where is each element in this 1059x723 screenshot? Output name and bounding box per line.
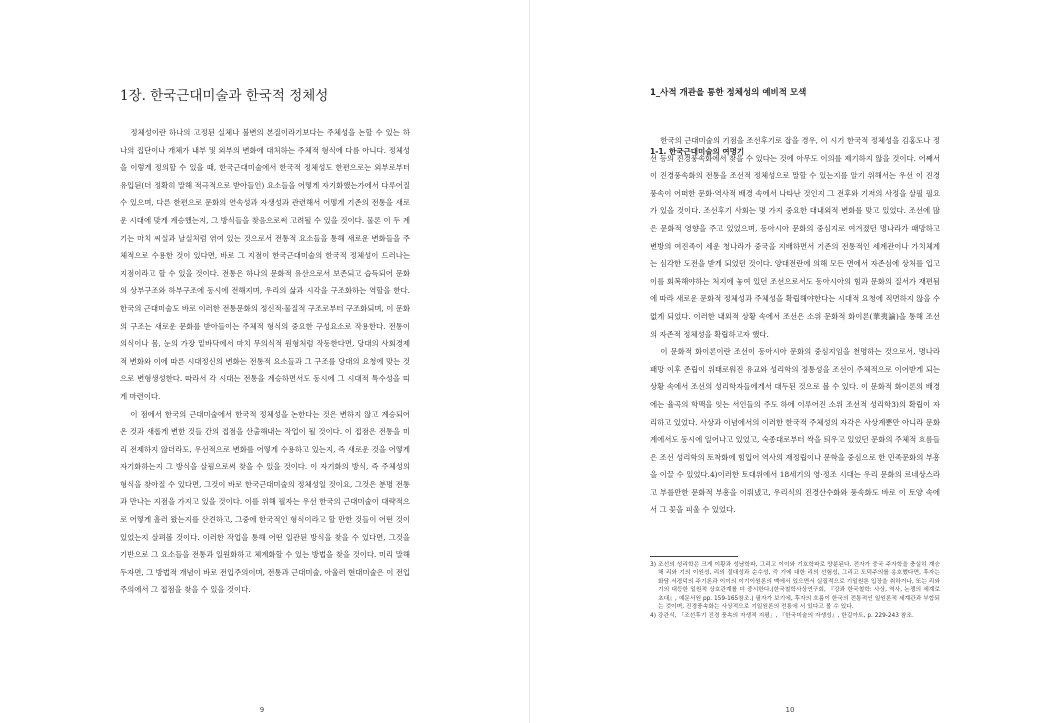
paragraph: 이 점에서 한국의 근대미술에서 한국적 정체성을 논한다는 것은 변하지 않고 계승되어 온 것과 새롭게 변한 것들 간의 접점을 산출해내는 작업이 될 것이다. 이 접점은 전통을 미리 전제하지 않더라도, 우선적으로 변화를 어떻게 수용하고 있는지, 즉 새로운 것을 어떻게 자기화하는지 그 방식을 살핌으로써 찾을 수 있을 것이다. 이 자기화의 방식, 즉 주체성의 형식을 찾아질 수 있다면, 그것이 바로 한국근대미술의 정체성일 것이요, 그것은 분명 전통과 만나는 지점을 가지고 있을 것이다. 이를 위해 필자는 우선 한국의 근대미술이 대략적으로 어떻게 흘러 왔는지를 산견하고, 그중에 한국적인 형식이라고 할 만한 것들이 어떤 것이 있었는지 살펴볼 것이다. 이러한 작업을 통해 어떤 일관된 방식을 찾을 수 있다면, 그것을 기반으로 그 요소들을 전통과 일원화하고 체계화할 수 있는 방법을 찾을 것이다. 미리 말해두자면, 그 방법적 개념이 바로 전입주의이며, 전통과 근대미술, 아울러 현대미술은 이 전입주의에서 그 접점을 찾을 수 있을 것이다.: [120, 409, 410, 595]
subsection-heading: 1-1. 한국근대미술의 여명기: [650, 147, 745, 156]
paragraph: 이 문화적 화이론이란 조선이 동아시아 문화의 중심지임을 천명하는 것으로서, 명나라 패망 이후 존립이 위태로워진 유교와 성리학의 정통성을 조선이 주체적으로 이어받게 되는 상황 속에서 조선의 성리학자들에게서 대두된 것으로 볼 수 있다. 이 문화적 화이론의 배경에는 율곡의 학맥을 잇는 서인들의 주도 하에 이루어진 소위 조선적 성리학3)의 확립이 자리하고 있었다. 사상과 이념에서의 이러한 한국적 주체성의 자각은 사상계뿐만 아니라 문화계에서도 동시에 일어나고 있었고, 숙종대로부터 싹을 틔우고 있었던 문화의 주체적 흐름들은 조선 성리학의 토착화에 힘입어 역사의 재정립이나 문학을 중심으로 한 민족문화의 부흥을 이끌 수 있었다.4)이러한 토대위에서 18세기의 영·정조 시대는 우리 문화의 르네상스라고 부를만한 문화적 부흥을 이뤄냈고, 우리식의 진경산수화와 풍속화도 바로 이 토양 속에서 그 꽃을 피울 수 있었다.: [650, 347, 941, 515]
footnote: 4) 강관식, 「조선후기 진경 풍속의 자생적 지평」, 『한국미술의 자생성』, 한길아트, p. 229-243 참조.: [650, 613, 914, 620]
paragraph: 한국의 근대미술의 기점을 조선후기로 잡을 경우, 이 시기 한국적 정체성을 김홍도나 정선 등의 진경풍속화에서 찾을 수 있다는 것에 아무도 이의를 제기하지 않을 것이다. 어째서 이 진경풍속화의 전통을 조선적 정체성으로 말할 수 있는지를 알기 위해서는 우선 이 진경풍속이 어떠한 문화·역사적 배경 속에서 나타난 것인지 그 전후와 기저의 사정을 살필 필요가 있을 것이다. 조선후기 사회는 몇 가지 중요한 대내외적 변화를 맞고 있었다. 조선에 많은 문화적 영향을 주고 있었으며, 동아시아 문화의 중심지로 여겨졌던 명나라가 패망하고 변방의 여진족이 세운 청나라가 중국을 지배하면서 기존의 전통적인 세계관이나 가치체계는 심각한 도전을 받게 되었던 것이다. 양대전란에 의해 모든 면에서 자존심에 상처를 입고 이를 회복해야하는 처지에 놓여 있던 조선으로서도 동아시아의 힘과 문화의 질서가 재편됨에 따라 새로운 문화적 정체성과 주체성을 확립해야한다는 시대적 요청에 직면하지 않을 수 없게 되었다. 이러한 내외적 상황 속에서 조선은 소위 문화적 화이론(華夷論)을 통해 조선의 자존적 정체성을 확립하고자 했다.: [650, 136, 941, 339]
chapter-title: 1장. 한국근대미술과 한국적 정체성: [120, 88, 329, 104]
left-body-text: [120, 124, 410, 599]
paragraph: 정체성이란 하나의 고정된 실체나 불변의 본질이라기보다는 주체성을 논할 수 있는 하나의 집단이나 개체가 내부 및 외부의 변화에 대처하는 주체적 형식에 다름 아니다. 정체성을 이렇게 정의할 수 있을 때, 한국근대미술에서 한국적 정체성도 한편으로는 외부로부터 유입된(더 정확히 말해 적극적으로 받아들인) 요소들을 어떻게 자기화했는가에서 다루어질 수 있으며, 다른 한편으로 문화의 연속성과 자생성과 관련해서 어떻게 기존의 전통을 새로운 시대에 맞게 계승했는지, 그 방식들을 찾음으로써 고려될 수 있을 것이다. 물론 이 두 계기는 마치 씨실과 날실처럼 엮여 있는 것으로서 전통적 요소들을 통해 새로운 변화들을 주체적으로 수용한 것이 있다면, 바로 그 지점이 한국근대미술의 한국적 정체성이 드러나는 지점이라고 할 수 있을 것이다. 전통은 하나의 문화적 유산으로서 보존되고 습득되어 문화의 상부구조와 하부구조에 동시에 전해지며, 우리의 삶과 시각을 구조화하는 역할을 한다. 한국의 근대미술도 바로 이러한 전통문화의 정신적·물질적 구조로부터 구조화되며, 이 문화의 구조는 새로운 문화를 받아들이는 주체적 형식의 중요한 구성요소로 작용한다. 전통이 의식이나 몸, 눈의 가장 밑바닥에서 마치 무의식적 원형처럼 작동한다면, 당대의 사회경제적 변화와 이에 따른 시대정신의 변화는 전통적 요소들과 그 구조를 당대의 요청에 맞는 것으로 변형생성한다. 따라서 각 시대는 전통을 계승하면서도 동시에 그 시대적 특수성을 띠게 마련이다.: [120, 128, 411, 401]
right-page: [530, 0, 1059, 723]
footnotes: [650, 561, 940, 622]
footnote: 3) 조선의 성리학은 크게 이황과 성남학파, 그리고 이이와 기호학파로 양분된다. 전자가 중국 주자학을 충실히 계승해 리와 기의 이원성, 리의 절대성과 순수성, 즉 기에 대한 리의 선험성, 그리고 도덕주의를 옹호했다면, 후자는 화담 서경덕의 주기론과 이이의 이기이원론의 맥에서 있으면서 실질적으로 기일원론 입장을 취하거나, 또는 리와 기의 대등한 일원적 상호관계를 더 중시한다.(한국철학사상연구회, 『강좌 한국철학: 사상, 역사, 논쟁의 세계로 초대』, 예문서원 pp. 159-165참조.) 필자가 보기에, 후자의 흐름이 한국의 전통적인 일원론적 세계관과 부합되는 것이며, 진경풍속화는 사상적으로 기일원론의 전통에 서 있다고 볼 수 있다.: [650, 562, 940, 611]
footnote-divider: [650, 556, 738, 557]
section-title: 1_사적 개관을 통한 정체성의 예비적 모색: [650, 88, 807, 98]
left-page: [0, 0, 529, 723]
page-number: 9: [259, 706, 265, 714]
right-body-text: [650, 132, 940, 519]
page-number: 10: [785, 706, 795, 714]
